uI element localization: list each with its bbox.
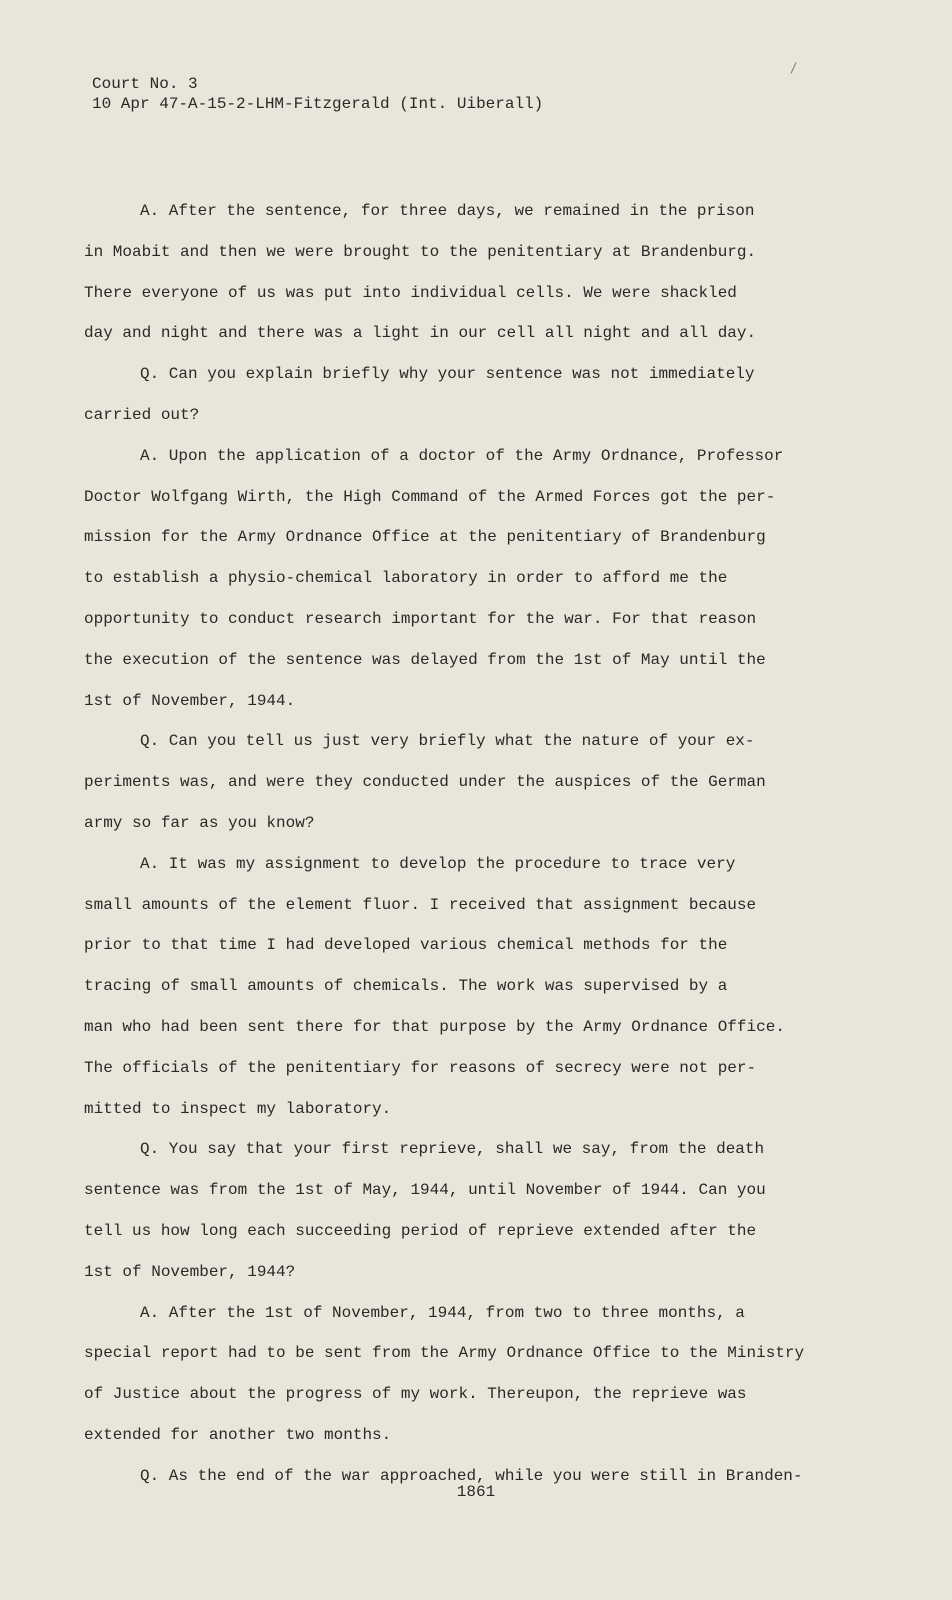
text-line: Q. Can you explain briefly why your sentence was not immediately xyxy=(140,365,755,384)
text-line: There everyone of us was put into individual cells. We were shackled xyxy=(84,283,737,302)
text-line: small amounts of the element fluor. I received that assignment because xyxy=(84,895,757,914)
text-line: tracing of small amounts of chemicals. The work was supervised by a xyxy=(84,977,728,996)
text-line: A. It was my assignment to develop the procedure to trace very xyxy=(140,854,736,873)
transcript-paragraph xyxy=(84,436,844,722)
text-line: Q. You say that your first reprieve, shall we say, from the death xyxy=(140,1140,765,1159)
transcript-reference: 10 Apr 47-A-15-2-LHM-Fitzgerald (Int. Uiberall) xyxy=(92,95,544,113)
text-line: 1st of November, 1944. xyxy=(84,691,296,710)
transcript-paragraph xyxy=(84,844,844,1130)
text-line: army so far as you know? xyxy=(84,813,315,832)
text-line: Q. As the end of the war approached, while you were still in Branden- xyxy=(140,1466,803,1485)
text-line: mitted to inspect my laboratory. xyxy=(84,1099,392,1118)
pencil-mark xyxy=(791,62,797,73)
transcript-paragraph xyxy=(84,191,844,354)
page-number: 1861 xyxy=(456,1483,496,1501)
text-line: Doctor Wolfgang Wirth, the High Command of the Armed Forces got the per- xyxy=(84,487,776,506)
text-line: in Moabit and then we were brought to the penitentiary at Brandenburg. xyxy=(84,242,757,261)
text-line: man who had been sent there for that purpose by the Army Ordnance Office. xyxy=(84,1017,785,1036)
text-line: special report had to be sent from the Army Ordnance Office to the Ministry xyxy=(84,1344,805,1363)
transcript-body xyxy=(84,191,844,1497)
text-line: opportunity to conduct research important for the war. For that reason xyxy=(84,609,757,628)
text-line: 1st of November, 1944? xyxy=(84,1262,296,1281)
text-line: prior to that time I had developed various chemical methods for the xyxy=(84,936,728,955)
text-line: A. After the 1st of November, 1944, from two to three months, a xyxy=(140,1303,745,1322)
text-line: day and night and there was a light in our cell all night and all day. xyxy=(84,324,757,343)
transcript-paragraph xyxy=(84,1129,844,1292)
document-header xyxy=(92,74,543,114)
text-line: to establish a physio-chemical laboratory in order to afford me the xyxy=(84,569,728,588)
text-line: Q. Can you tell us just very briefly what the nature of your ex- xyxy=(140,732,755,751)
text-line: mission for the Army Ordnance Office at the penitentiary of Brandenburg xyxy=(84,528,766,547)
transcript-paragraph xyxy=(84,721,844,843)
transcript-paragraph xyxy=(84,354,844,436)
text-line: the execution of the sentence was delayed from the 1st of May until the xyxy=(84,650,766,669)
text-line: A. After the sentence, for three days, we remained in the prison xyxy=(140,202,755,220)
text-line: extended for another two months. xyxy=(84,1425,392,1444)
text-line: periments was, and were they conducted under the auspices of the German xyxy=(84,773,766,792)
text-line: tell us how long each succeeding period of reprieve extended after the xyxy=(84,1221,757,1240)
text-line: The officials of the penitentiary for reasons of secrecy were not per- xyxy=(84,1058,757,1077)
text-line: of Justice about the progress of my work. Thereupon, the reprieve was xyxy=(84,1385,747,1404)
transcript-paragraph xyxy=(84,1293,844,1456)
text-line: A. Upon the application of a doctor of the Army Ordnance, Professor xyxy=(140,446,784,465)
text-line: sentence was from the 1st of May, 1944, until November of 1944. Can you xyxy=(84,1181,766,1200)
text-line: carried out? xyxy=(84,405,200,424)
court-number: Court No. 3 xyxy=(92,75,198,93)
